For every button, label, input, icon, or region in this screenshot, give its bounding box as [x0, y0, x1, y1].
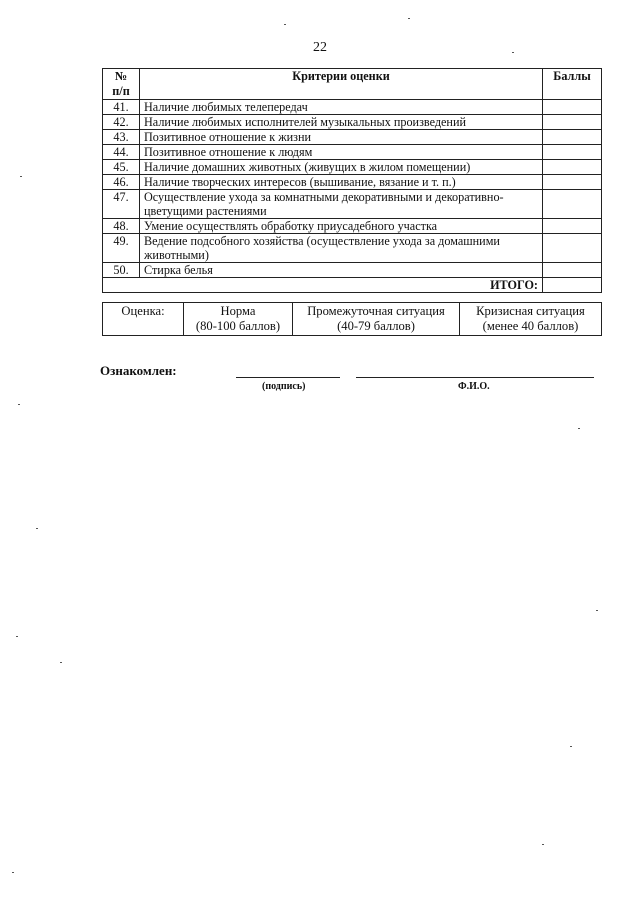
table-row	[103, 263, 602, 278]
total-score-cell	[543, 278, 602, 293]
criteria-table	[102, 68, 602, 293]
scan-speck	[570, 746, 572, 747]
scale-norm	[184, 303, 293, 336]
row-criterion: Наличие домашних животных (живущих в жилом помещении)	[140, 160, 543, 175]
row-number: 43.	[103, 130, 140, 145]
scan-speck	[18, 404, 20, 405]
header-number-cell	[103, 69, 140, 100]
scan-speck	[408, 18, 410, 19]
page-number: 22	[313, 40, 327, 55]
row-criterion: Стирка белья	[140, 263, 543, 278]
row-number: 49.	[103, 234, 140, 263]
row-criterion: Осуществление ухода за комнатными декоративными и декоративно-цветущими растениями	[140, 190, 543, 219]
row-score-cell	[543, 160, 602, 175]
total-row	[103, 278, 602, 293]
row-number: 44.	[103, 145, 140, 160]
scan-speck	[512, 52, 514, 53]
row-score-cell	[543, 190, 602, 219]
scale-intermediate-range: (40-79 баллов)	[337, 319, 415, 333]
row-number: 41.	[103, 100, 140, 115]
scan-speck	[16, 636, 18, 637]
scan-speck	[20, 176, 22, 177]
table-row	[103, 219, 602, 234]
scale-row	[103, 303, 602, 336]
scan-speck	[578, 428, 580, 429]
assessment-scale-table	[102, 302, 602, 336]
scale-crisis-range: (менее 40 баллов)	[482, 319, 579, 333]
row-criterion: Наличие любимых исполнителей музыкальных произведений	[140, 115, 543, 130]
row-criterion: Позитивное отношение к жизни	[140, 130, 543, 145]
header-score: Баллы	[543, 69, 602, 100]
table-row	[103, 190, 602, 219]
row-score-cell	[543, 145, 602, 160]
row-criterion: Наличие творческих интересов (вышивание, вязание и т. п.)	[140, 175, 543, 190]
scan-speck	[542, 844, 544, 845]
row-score-cell	[543, 219, 602, 234]
scale-norm-range: (80-100 баллов)	[195, 319, 281, 333]
acknowledgement-label: Ознакомлен:	[100, 363, 177, 378]
header-number-sign: №	[114, 69, 128, 83]
row-score-cell	[543, 263, 602, 278]
row-score-cell	[543, 130, 602, 145]
scan-speck	[596, 610, 598, 611]
scale-intermediate-title: Промежуточная ситуация	[307, 304, 445, 318]
scale-intermediate	[293, 303, 460, 336]
scan-speck	[12, 872, 14, 873]
scale-norm-title: Норма	[220, 304, 256, 318]
signature-caption: (подпись)	[262, 381, 306, 392]
scale-label: Оценка:	[103, 303, 184, 336]
name-line	[356, 377, 594, 378]
name-caption: Ф.И.О.	[458, 381, 490, 392]
row-score-cell	[543, 100, 602, 115]
header-criteria: Критерии оценки	[140, 69, 543, 100]
row-criterion: Позитивное отношение к людям	[140, 145, 543, 160]
row-criterion: Умение осуществлять обработку приусадебного участка	[140, 219, 543, 234]
row-score-cell	[543, 234, 602, 263]
scan-speck	[60, 662, 62, 663]
scan-speck	[284, 24, 286, 25]
table-row	[103, 160, 602, 175]
table-row	[103, 100, 602, 115]
table-row	[103, 130, 602, 145]
row-criterion: Ведение подсобного хозяйства (осуществление ухода за домашними животными)	[140, 234, 543, 263]
table-header-row	[103, 69, 602, 100]
row-number: 42.	[103, 115, 140, 130]
row-number: 45.	[103, 160, 140, 175]
scale-crisis-title: Кризисная ситуация	[476, 304, 585, 318]
table-row	[103, 175, 602, 190]
signature-line	[236, 377, 340, 378]
total-label: ИТОГО:	[103, 278, 543, 293]
row-number: 46.	[103, 175, 140, 190]
row-criterion: Наличие любимых телепередач	[140, 100, 543, 115]
row-score-cell	[543, 175, 602, 190]
row-number: 47.	[103, 190, 140, 219]
header-number-abbr: п/п	[112, 84, 130, 98]
table-row	[103, 145, 602, 160]
table-row	[103, 234, 602, 263]
row-number: 50.	[103, 263, 140, 278]
scale-crisis	[460, 303, 602, 336]
table-row	[103, 115, 602, 130]
row-number: 48.	[103, 219, 140, 234]
scan-speck	[36, 528, 38, 529]
row-score-cell	[543, 115, 602, 130]
